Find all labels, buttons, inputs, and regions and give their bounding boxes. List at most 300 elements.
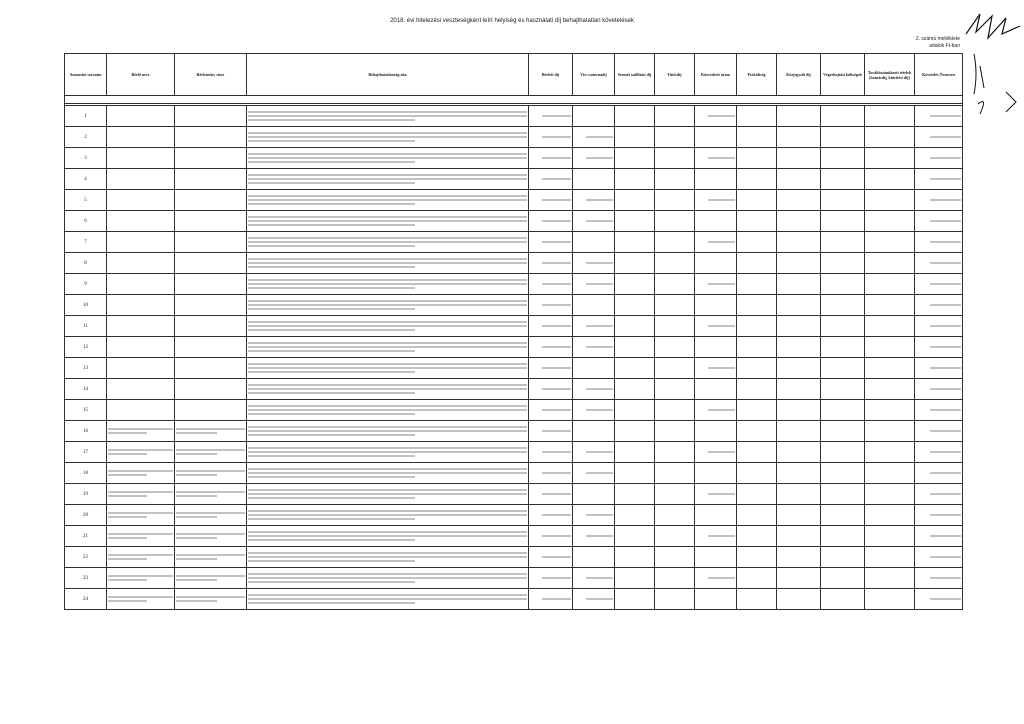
illegible-cell (777, 400, 821, 421)
illegible-cell (695, 232, 737, 253)
unreadable-text (542, 535, 571, 537)
unreadable-text (542, 514, 571, 516)
illegible-cell (529, 148, 573, 169)
illegible-cell (573, 379, 615, 400)
illegible-cell (695, 463, 737, 484)
illegible-cell (615, 547, 655, 568)
unreadable-text (930, 220, 962, 222)
illegible-cell (529, 358, 573, 379)
illegible-cell (615, 190, 655, 211)
illegible-cell (615, 442, 655, 463)
illegible-cell (737, 169, 777, 190)
illegible-cell (915, 148, 963, 169)
unreadable-text (930, 325, 962, 327)
illegible-cell (695, 316, 737, 337)
illegible-cell (655, 442, 695, 463)
illegible-cell (573, 148, 615, 169)
illegible-cell (247, 547, 529, 568)
illegible-cell (655, 505, 695, 526)
annex-line: 2. számú melléklete (915, 36, 960, 42)
illegible-cell (695, 505, 737, 526)
unreadable-text (108, 512, 173, 514)
illegible-cell (247, 400, 529, 421)
illegible-cell (573, 463, 615, 484)
unreadable-text (108, 600, 147, 602)
unreadable-text (248, 556, 527, 558)
illegible-cell (695, 127, 737, 148)
illegible-cell (737, 526, 777, 547)
column-header: Követelés Összesen (915, 54, 963, 96)
illegible-cell (821, 337, 865, 358)
unreadable-text (248, 174, 527, 176)
unreadable-text (542, 577, 571, 579)
illegible-cell (821, 106, 865, 127)
table-row (65, 106, 963, 127)
row-number: 3 (65, 148, 107, 169)
illegible-cell (737, 463, 777, 484)
illegible-cell (777, 463, 821, 484)
illegible-cell (573, 589, 615, 610)
illegible-cell (247, 358, 529, 379)
illegible-cell (915, 337, 963, 358)
illegible-cell (655, 337, 695, 358)
unreadable-text (248, 140, 415, 142)
illegible-cell (175, 295, 247, 316)
illegible-cell (821, 295, 865, 316)
illegible-cell (529, 568, 573, 589)
unreadable-text (930, 241, 962, 243)
unreadable-text (708, 451, 735, 453)
row-number: 5 (65, 190, 107, 211)
unreadable-text (108, 537, 147, 539)
illegible-cell (247, 442, 529, 463)
unreadable-text (248, 342, 527, 344)
illegible-cell (529, 274, 573, 295)
column-header: Bérlemény címe (175, 54, 247, 96)
illegible-cell (777, 190, 821, 211)
illegible-cell (615, 274, 655, 295)
column-header: Fűtésdíj (655, 54, 695, 96)
illegible-cell (107, 505, 175, 526)
illegible-cell (821, 547, 865, 568)
illegible-cell (247, 316, 529, 337)
illegible-cell (615, 505, 655, 526)
illegible-cell (107, 484, 175, 505)
illegible-cell (777, 127, 821, 148)
illegible-cell (107, 400, 175, 421)
illegible-cell (777, 484, 821, 505)
row-number: 23 (65, 568, 107, 589)
unreadable-text (248, 514, 527, 516)
illegible-cell (615, 568, 655, 589)
unreadable-text (586, 514, 613, 516)
illegible-cell (821, 442, 865, 463)
illegible-cell (821, 211, 865, 232)
unreadable-text (108, 596, 173, 598)
illegible-cell (529, 337, 573, 358)
unreadable-text (248, 413, 415, 415)
illegible-cell (737, 442, 777, 463)
illegible-cell (247, 253, 529, 274)
illegible-cell (247, 589, 529, 610)
table-row (65, 421, 963, 442)
unreadable-text (930, 388, 962, 390)
unreadable-text (108, 474, 147, 476)
illegible-cell (247, 127, 529, 148)
illegible-cell (107, 526, 175, 547)
column-header: Bérleti díj (529, 54, 573, 96)
unreadable-text (542, 157, 571, 159)
unreadable-text (930, 493, 962, 495)
illegible-cell (737, 421, 777, 442)
table-row (65, 505, 963, 526)
illegible-cell (865, 127, 915, 148)
illegible-cell (821, 526, 865, 547)
illegible-cell (655, 106, 695, 127)
unreadable-text (248, 489, 527, 491)
illegible-cell (695, 589, 737, 610)
unreadable-text (176, 495, 217, 497)
unreadable-text (248, 426, 527, 428)
table-row (65, 148, 963, 169)
table-row (65, 295, 963, 316)
illegible-cell (915, 190, 963, 211)
illegible-cell (821, 169, 865, 190)
illegible-cell (573, 400, 615, 421)
unreadable-text (248, 367, 527, 369)
illegible-cell (865, 106, 915, 127)
illegible-cell (737, 484, 777, 505)
illegible-cell (175, 421, 247, 442)
unreadable-text (542, 262, 571, 264)
illegible-cell (573, 253, 615, 274)
unreadable-text (542, 115, 571, 117)
unreadable-text (248, 430, 527, 432)
illegible-cell (175, 589, 247, 610)
row-number: 19 (65, 484, 107, 505)
illegible-cell (615, 169, 655, 190)
illegible-cell (573, 169, 615, 190)
illegible-cell (865, 589, 915, 610)
unreadable-text (176, 554, 245, 556)
illegible-cell (175, 190, 247, 211)
illegible-cell (175, 169, 247, 190)
illegible-cell (107, 253, 175, 274)
illegible-cell (107, 337, 175, 358)
illegible-cell (175, 316, 247, 337)
illegible-cell (737, 127, 777, 148)
unreadable-text (542, 409, 571, 411)
illegible-cell (529, 379, 573, 400)
illegible-cell (107, 211, 175, 232)
unreadable-text (248, 350, 415, 352)
illegible-cell (777, 358, 821, 379)
unreadable-text (248, 119, 415, 121)
unreadable-text (248, 132, 527, 134)
row-number: 6 (65, 211, 107, 232)
table-row (65, 358, 963, 379)
unreadable-text (248, 216, 527, 218)
illegible-cell (175, 568, 247, 589)
illegible-cell (821, 358, 865, 379)
illegible-cell (915, 358, 963, 379)
column-header: Szemét szállítási díj (615, 54, 655, 96)
unreadable-text (542, 598, 571, 600)
unreadable-text (248, 279, 527, 281)
row-number: 17 (65, 442, 107, 463)
illegible-cell (695, 337, 737, 358)
unreadable-text (248, 237, 527, 239)
illegible-cell (737, 547, 777, 568)
illegible-cell (175, 127, 247, 148)
illegible-cell (247, 379, 529, 400)
illegible-cell (695, 274, 737, 295)
unreadable-text (248, 262, 527, 264)
unreadable-text (248, 136, 527, 138)
illegible-cell (175, 232, 247, 253)
illegible-cell (175, 253, 247, 274)
illegible-cell (695, 169, 737, 190)
illegible-cell (695, 190, 737, 211)
illegible-cell (915, 127, 963, 148)
column-header: Közjegyzői díj (777, 54, 821, 96)
unreadable-text (108, 428, 173, 430)
illegible-cell (615, 232, 655, 253)
unreadable-text (176, 596, 245, 598)
unreadable-text (542, 220, 571, 222)
illegible-cell (777, 379, 821, 400)
illegible-cell (615, 358, 655, 379)
illegible-cell (615, 589, 655, 610)
illegible-cell (175, 148, 247, 169)
table-row (65, 337, 963, 358)
illegible-cell (655, 148, 695, 169)
unreadable-text (248, 447, 527, 449)
illegible-cell (573, 316, 615, 337)
unreadable-text (542, 472, 571, 474)
illegible-cell (737, 295, 777, 316)
illegible-cell (865, 400, 915, 421)
unreadable-text (248, 602, 415, 604)
illegible-cell (107, 568, 175, 589)
illegible-cell (695, 568, 737, 589)
illegible-cell (915, 589, 963, 610)
illegible-cell (865, 484, 915, 505)
illegible-cell (615, 211, 655, 232)
row-number: 24 (65, 589, 107, 610)
illegible-cell (821, 274, 865, 295)
unreadable-text (248, 182, 415, 184)
unreadable-text (930, 556, 962, 558)
unreadable-text (248, 409, 527, 411)
illegible-cell (615, 463, 655, 484)
illegible-cell (737, 358, 777, 379)
unreadable-text (248, 552, 527, 554)
illegible-cell (615, 379, 655, 400)
illegible-cell (865, 337, 915, 358)
illegible-cell (573, 442, 615, 463)
illegible-cell (175, 337, 247, 358)
illegible-cell (915, 274, 963, 295)
unreadable-text (708, 325, 735, 327)
illegible-cell (915, 169, 963, 190)
unreadable-text (248, 472, 527, 474)
illegible-cell (777, 295, 821, 316)
row-number: 22 (65, 547, 107, 568)
illegible-cell (865, 169, 915, 190)
unreadable-text (586, 220, 613, 222)
illegible-cell (107, 358, 175, 379)
illegible-cell (915, 463, 963, 484)
illegible-cell (655, 526, 695, 547)
annex-label (906, 36, 960, 50)
illegible-cell (573, 190, 615, 211)
illegible-cell (529, 463, 573, 484)
illegible-cell (529, 316, 573, 337)
unreadable-text (542, 556, 571, 558)
illegible-cell (573, 274, 615, 295)
illegible-cell (737, 148, 777, 169)
unreadable-text (248, 535, 527, 537)
unreadable-text (108, 432, 147, 434)
unreadable-text (248, 468, 527, 470)
illegible-cell (777, 526, 821, 547)
illegible-cell (821, 379, 865, 400)
illegible-cell (737, 274, 777, 295)
unreadable-text (930, 472, 962, 474)
illegible-cell (247, 421, 529, 442)
claims-table (64, 53, 963, 610)
illegible-cell (615, 421, 655, 442)
illegible-cell (615, 295, 655, 316)
illegible-cell (615, 253, 655, 274)
illegible-cell (175, 358, 247, 379)
illegible-cell (573, 526, 615, 547)
unreadable-text (248, 573, 527, 575)
illegible-cell (615, 526, 655, 547)
illegible-cell (107, 442, 175, 463)
illegible-cell (915, 232, 963, 253)
illegible-cell (777, 232, 821, 253)
illegible-cell (107, 421, 175, 442)
illegible-cell (655, 253, 695, 274)
illegible-cell (865, 148, 915, 169)
illegible-cell (655, 400, 695, 421)
illegible-cell (655, 169, 695, 190)
illegible-cell (865, 253, 915, 274)
unreadable-text (248, 476, 415, 478)
row-number: 8 (65, 253, 107, 274)
unreadable-text (108, 558, 147, 560)
table-row (65, 232, 963, 253)
unreadable-text (248, 531, 527, 533)
unreadable-text (708, 409, 735, 411)
illegible-cell (737, 106, 777, 127)
illegible-cell (915, 421, 963, 442)
illegible-cell (529, 505, 573, 526)
illegible-cell (737, 253, 777, 274)
illegible-cell (821, 400, 865, 421)
illegible-cell (777, 589, 821, 610)
illegible-cell (915, 211, 963, 232)
table-row (65, 568, 963, 589)
unreadable-text (930, 451, 962, 453)
illegible-cell (695, 421, 737, 442)
unreadable-text (248, 258, 527, 260)
unreadable-text (930, 514, 962, 516)
illegible-cell (107, 589, 175, 610)
row-number: 20 (65, 505, 107, 526)
illegible-cell (529, 295, 573, 316)
unreadable-text (930, 304, 962, 306)
illegible-cell (107, 148, 175, 169)
unreadable-text (586, 262, 613, 264)
unreadable-text (708, 535, 735, 537)
table-row (65, 442, 963, 463)
column-header: Víz-csatornadíj (573, 54, 615, 96)
table-row (65, 547, 963, 568)
illegible-cell (655, 232, 695, 253)
illegible-cell (247, 106, 529, 127)
unreadable-text (708, 283, 735, 285)
illegible-cell (615, 148, 655, 169)
unreadable-text (930, 346, 962, 348)
unreadable-text (248, 518, 415, 520)
unreadable-text (586, 598, 613, 600)
illegible-cell (655, 211, 695, 232)
illegible-cell (573, 358, 615, 379)
illegible-cell (777, 253, 821, 274)
illegible-cell (821, 568, 865, 589)
illegible-cell (695, 484, 737, 505)
column-header: Azonosító sorszám (65, 54, 107, 96)
unreadable-text (108, 491, 173, 493)
unreadable-text (542, 283, 571, 285)
column-header: Végrehajtási költségek (821, 54, 865, 96)
illegible-cell (865, 547, 915, 568)
illegible-cell (107, 316, 175, 337)
illegible-cell (821, 148, 865, 169)
unreadable-text (248, 388, 527, 390)
illegible-cell (865, 526, 915, 547)
illegible-cell (175, 211, 247, 232)
unreadable-text (248, 539, 415, 541)
unreadable-text (542, 241, 571, 243)
unreadable-text (248, 111, 527, 113)
illegible-cell (655, 190, 695, 211)
illegible-cell (175, 442, 247, 463)
unreadable-text (930, 430, 962, 432)
unreadable-text (708, 241, 735, 243)
unreadable-text (708, 199, 735, 201)
unreadable-text (542, 430, 571, 432)
unreadable-text (586, 388, 613, 390)
illegible-cell (107, 127, 175, 148)
illegible-cell (247, 295, 529, 316)
unreadable-text (248, 598, 527, 600)
unreadable-text (248, 245, 415, 247)
illegible-cell (529, 253, 573, 274)
illegible-cell (529, 190, 573, 211)
table-row (65, 274, 963, 295)
table-row (65, 484, 963, 505)
row-number: 1 (65, 106, 107, 127)
column-header: Bérlő neve (107, 54, 175, 96)
illegible-cell (655, 421, 695, 442)
row-number: 9 (65, 274, 107, 295)
unreadable-text (708, 367, 735, 369)
unreadable-text (930, 577, 962, 579)
